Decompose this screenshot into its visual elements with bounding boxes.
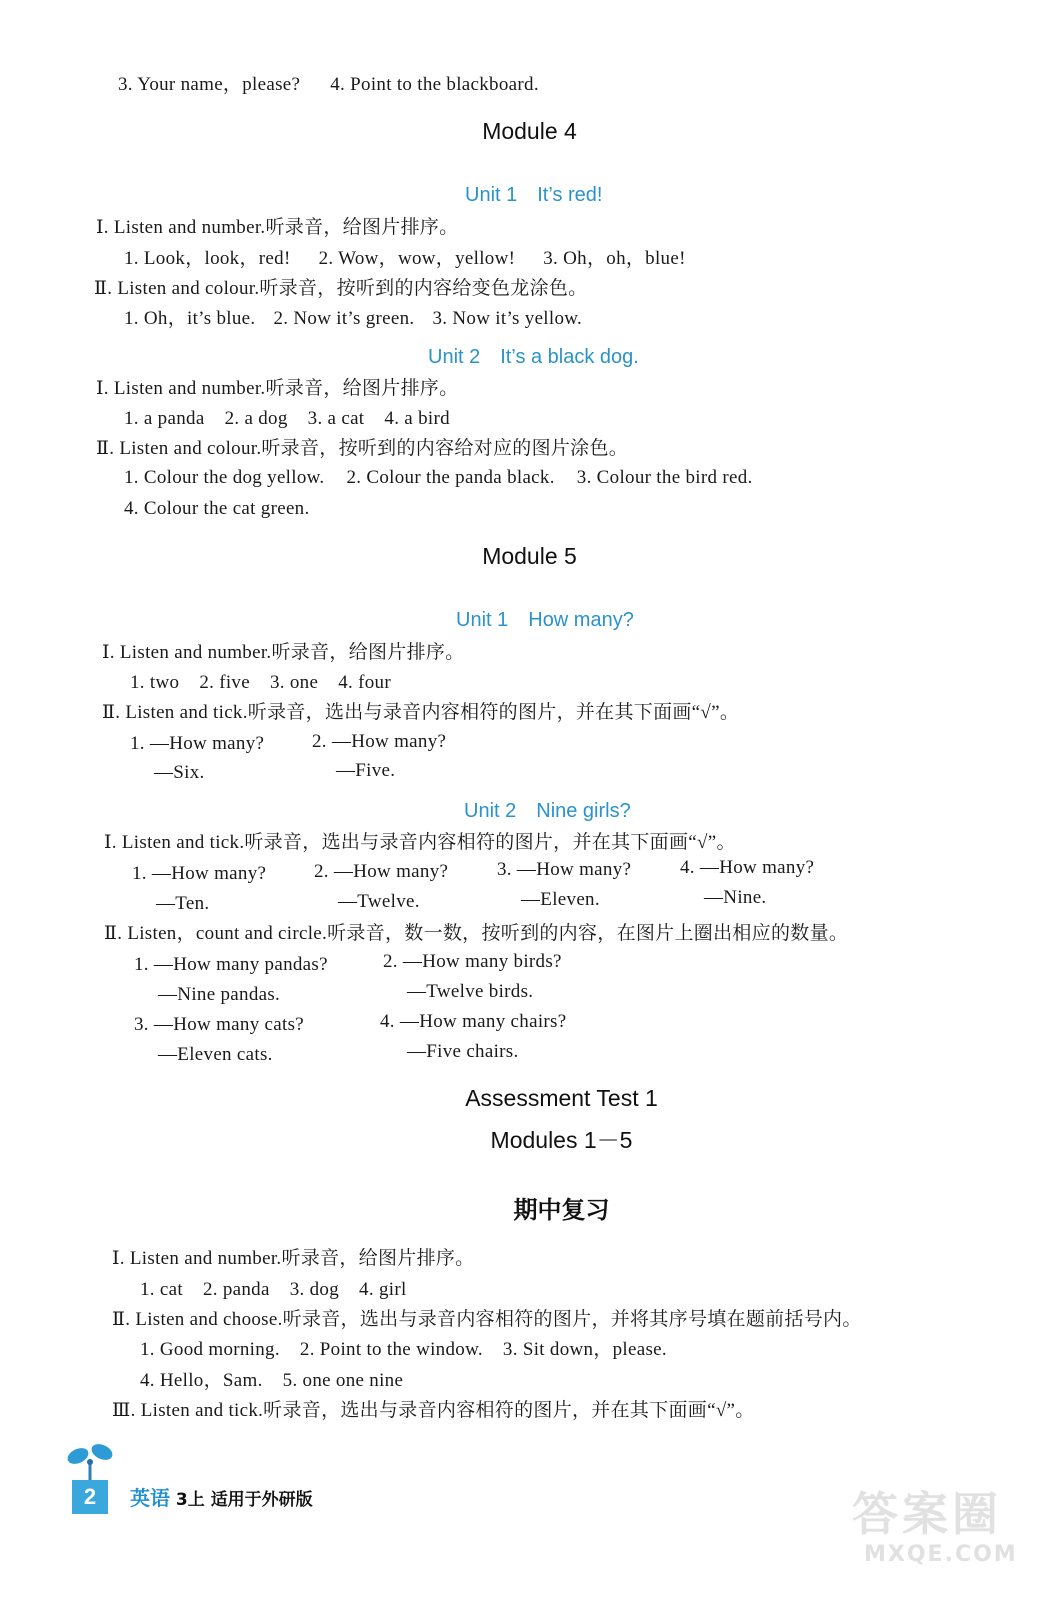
section-title: Ⅰ. Listen and number.听录音，给图片排序。 (96, 378, 459, 399)
answer-item: 1. cat (140, 1279, 183, 1300)
section-title: Ⅱ. Listen and colour.听录音，按听到的内容给变色龙涂色。 (94, 278, 588, 299)
answer-item: 3. Now it’s yellow. (432, 308, 583, 329)
answer-item: 1. —How many? (132, 863, 267, 884)
answer-item: 1. Oh，it’s blue. (124, 308, 256, 329)
watermark-logo: 答案圈 (852, 1487, 1002, 1541)
section-title: Ⅰ. Listen and number.听录音，给图片排序。 (96, 217, 459, 238)
answer-item: 2. a dog (224, 408, 288, 429)
answer-item: 1. Colour the dog yellow. (124, 467, 325, 488)
answer-item: 2. five (199, 672, 250, 693)
answer-line (130, 672, 391, 694)
answer-line (140, 1279, 407, 1301)
assessment-title: Assessment Test 1 (465, 1085, 658, 1111)
answer-item: 3. one (269, 672, 319, 693)
answer-line (124, 408, 450, 430)
edition-label: 适用于外研版 (210, 1490, 313, 1510)
unit-heading: Unit 1 It’s red! (465, 184, 603, 206)
answer-item: 3. Colour the bird red. (576, 467, 753, 488)
page-number: 2 (72, 1480, 108, 1514)
answer-line (140, 1370, 403, 1392)
answer-line (124, 308, 582, 330)
answer-item: 4. a bird (384, 408, 450, 429)
answer-line (140, 1339, 667, 1361)
module-title: Module 5 (482, 543, 577, 569)
answer-item: —Five. (336, 760, 396, 781)
answer-item: —Six. (154, 762, 205, 783)
module-title: Module 4 (482, 118, 577, 144)
section-title: Ⅰ. Listen and number.听录音，给图片排序。 (112, 1248, 475, 1269)
answer-item: 1. —How many? (130, 733, 265, 754)
unit-heading: Unit 1 How many? (456, 609, 634, 631)
answer-item: 2. panda (202, 1279, 270, 1300)
assessment-subtitle: Modules 1－5 (490, 1127, 633, 1153)
answer-line (124, 498, 310, 520)
answer-item: 4. four (338, 672, 391, 693)
section-title: Ⅱ. Listen，count and circle.听录音，数一数，按听到的内容，在图片上圈出相应的数量。 (104, 923, 849, 944)
answer-item: 4. girl (359, 1279, 407, 1300)
section-title: Ⅱ. Listen and tick.听录音，选出与录音内容相符的图片，并在其下面画“√”。 (102, 702, 740, 723)
subject-label: 英语 (130, 1486, 170, 1510)
answer-item: 1. Look，look，red! (124, 248, 291, 269)
answer-item: 2. —How many? (314, 861, 449, 882)
answer-item: 2. —How many? (312, 731, 447, 752)
sprout-logo-icon (62, 1440, 118, 1484)
answer-item: 2. Wow，wow，yellow! (318, 248, 516, 269)
answer-item: —Ten. (156, 893, 210, 914)
answer-item: 1. two (130, 672, 180, 693)
answer-item: 1. —How many pandas? (134, 954, 328, 975)
answer-item: 4. —How many chairs? (380, 1011, 567, 1032)
answer-item: 2. —How many birds? (383, 951, 562, 972)
answer-item: 4. —How many? (680, 857, 815, 878)
answer-item: 2. Point to the window. (299, 1339, 483, 1360)
answer-item: —Twelve birds. (407, 981, 534, 1002)
answer-item: 4. Colour the cat green. (124, 498, 310, 519)
answer-item: —Nine. (704, 887, 767, 908)
answer-item: 1. Good morning. (140, 1339, 280, 1360)
answer-item: 3. Your name，please? (118, 74, 301, 95)
answer-item: 3. —How many? (497, 859, 632, 880)
section-title: Ⅰ. Listen and tick.听录音，选出与录音内容相符的图片，并在其下面画“√”。 (104, 832, 736, 853)
section-title: Ⅱ. Listen and colour.听录音，按听到的内容给对应的图片涂色。 (96, 438, 629, 459)
answer-item: —Twelve. (338, 891, 420, 912)
grade-label: 3上 (175, 1490, 205, 1510)
answer-item: 4. Point to the blackboard. (330, 74, 539, 95)
unit-heading: Unit 2 It’s a black dog. (428, 346, 639, 368)
book-label (130, 1482, 313, 1511)
answer-item: 3. Oh，oh，blue! (543, 248, 686, 269)
section-title: Ⅲ. Listen and tick.听录音，选出与录音内容相符的图片，并在其下面画“√”。 (112, 1400, 755, 1421)
answer-line (124, 248, 686, 270)
answer-item: 4. Hello，Sam. (140, 1370, 263, 1391)
answer-item: —Nine pandas. (158, 984, 281, 1005)
answer-item: 2. Colour the panda black. (346, 467, 555, 488)
answer-item: 5. one one nine (282, 1370, 404, 1391)
watermark (852, 1478, 1018, 1567)
answer-item: 1. a panda (124, 408, 205, 429)
answer-item: 3. Sit down，please. (502, 1339, 667, 1360)
answer-item: —Eleven. (521, 889, 600, 910)
answer-item: —Eleven cats. (158, 1044, 273, 1065)
answer-line (118, 74, 539, 96)
watermark-url: MXQE.COM (864, 1542, 1018, 1567)
answer-item: 3. —How many cats? (134, 1014, 305, 1035)
section-title: Ⅱ. Listen and choose.听录音，选出与录音内容相符的图片，并将其序号填在题前括号内。 (112, 1309, 862, 1330)
answer-item: —Five chairs. (407, 1041, 519, 1062)
midterm-title: 期中复习 (513, 1196, 610, 1224)
answer-item: 3. dog (289, 1279, 340, 1300)
section-title: Ⅰ. Listen and number.听录音，给图片排序。 (102, 642, 465, 663)
answer-line (124, 467, 753, 489)
answer-item: 3. a cat (307, 408, 365, 429)
answer-item: 2. Now it’s green. (273, 308, 415, 329)
unit-heading: Unit 2 Nine girls? (464, 800, 631, 822)
